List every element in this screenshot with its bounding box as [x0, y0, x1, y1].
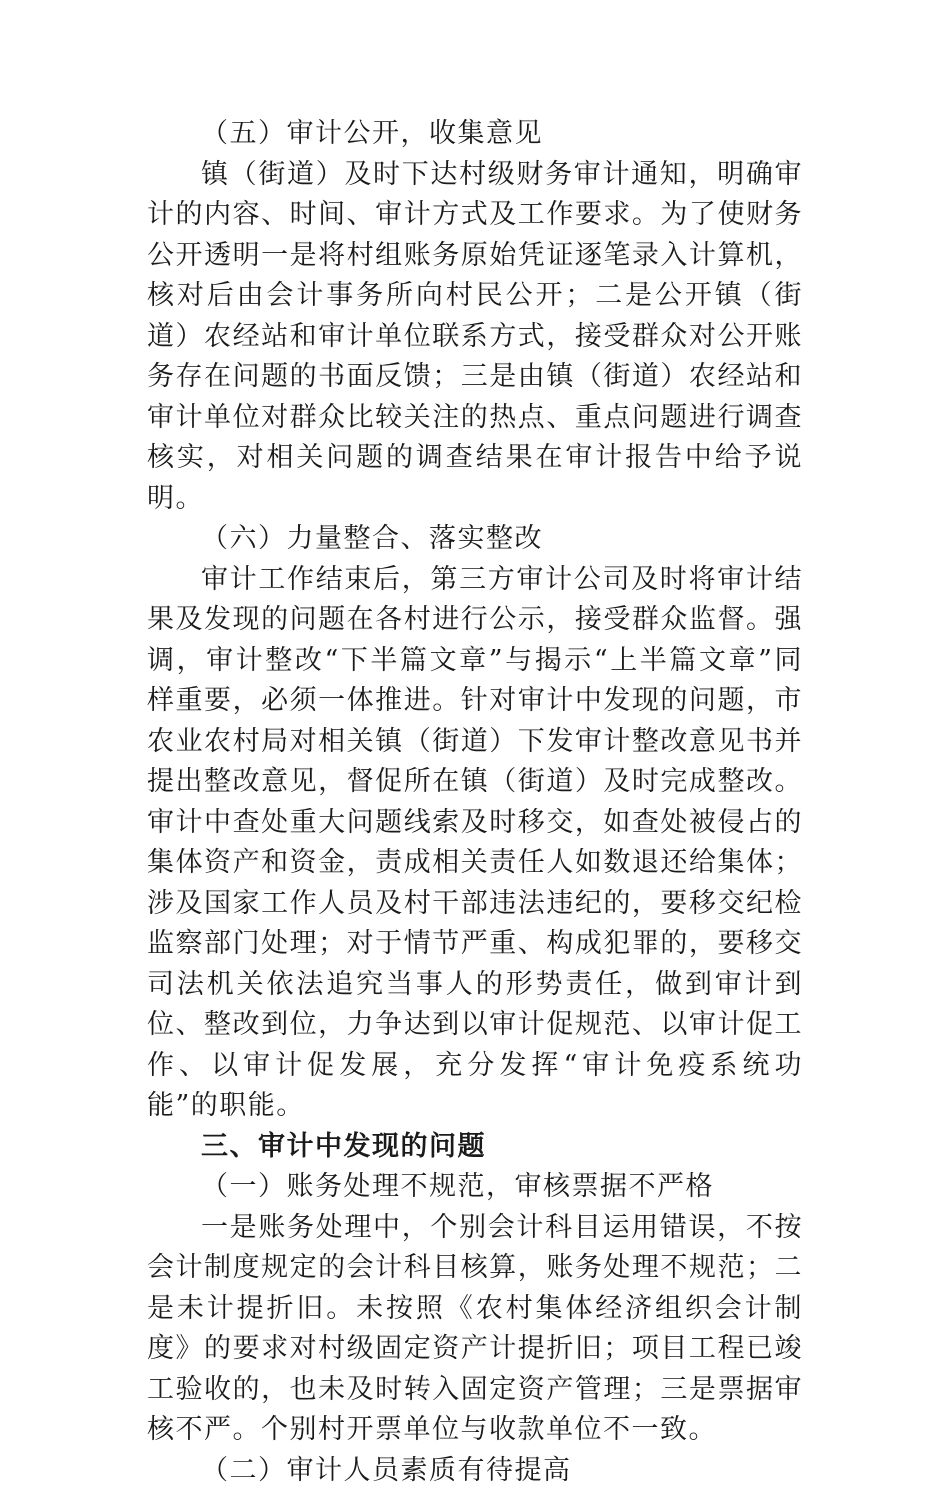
subheading-auditor-quality: （二）审计人员素质有待提高: [147, 1451, 803, 1491]
subheading-rectification: （六）力量整合、落实整改: [147, 519, 803, 560]
paragraph-accounting-issues: 一是账务处理中，个别会计科目运用错误，不按会计制度规定的会计科目核算，账务处理不规范；二是未计提折旧。未按照《农村集体经济组织会计制度》的要求对村级固定资产计提折旧；项目工程已竣工验收的，也未及时转入固定资产管理；三是票据审核不严。个别村开票单位与收款单位不一致。: [147, 1208, 803, 1451]
subheading-accounting-issues: （一）账务处理不规范，审核票据不严格: [147, 1167, 803, 1208]
section-heading-problems: 三、审计中发现的问题: [147, 1127, 803, 1168]
subheading-audit-disclosure: （五）审计公开，收集意见: [147, 114, 803, 155]
document-body: [147, 114, 803, 1491]
paragraph-rectification: 审计工作结束后，第三方审计公司及时将审计结果及发现的问题在各村进行公示，接受群众监督。强调，审计整改“下半篇文章”与揭示“上半篇文章”同样重要，必须一体推进。针对审计中发现的问题，市农业农村局对相关镇（街道）下发审计整改意见书并提出整改意见，督促所在镇（街道）及时完成整改。审计中查处重大问题线索及时移交，如查处被侵占的集体资产和资金，责成相关责任人如数退还给集体；涉及国家工作人员及村干部违法违纪的，要移交纪检监察部门处理；对于情节严重、构成犯罪的，要移交司法机关依法追究当事人的形势责任，做到审计到位、整改到位，力争达到以审计促规范、以审计促工作、以审计促发展，充分发挥“审计免疫系统功能”的职能。: [147, 560, 803, 1127]
paragraph-audit-disclosure: 镇（街道）及时下达村级财务审计通知，明确审计的内容、时间、审计方式及工作要求。为了使财务公开透明一是将村组账务原始凭证逐笔录入计算机，核对后由会计事务所向村民公开；二是公开镇（街道）农经站和审计单位联系方式，接受群众对公开账务存在问题的书面反馈；三是由镇（街道）农经站和审计单位对群众比较关注的热点、重点问题进行调查核实，对相关问题的调查结果在审计报告中给予说明。: [147, 155, 803, 520]
